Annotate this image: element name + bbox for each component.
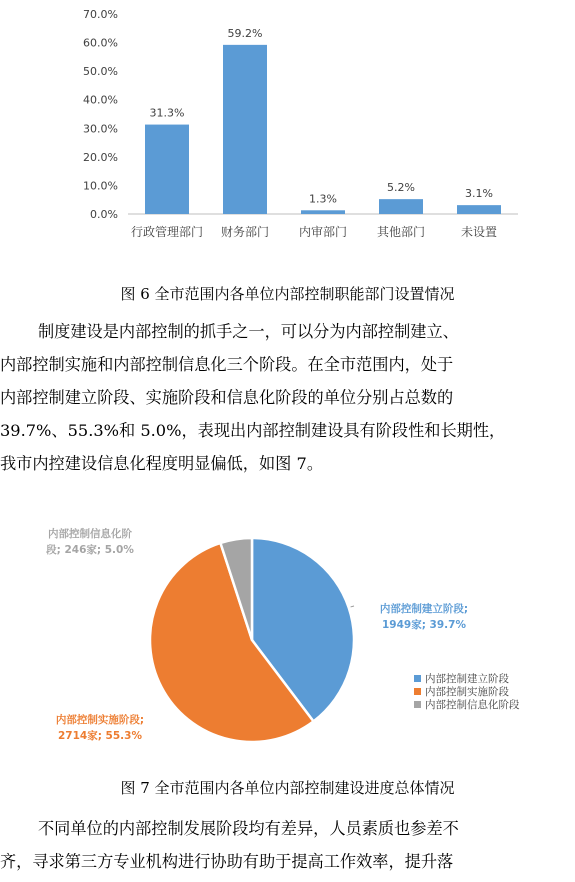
x-category-label: 行政管理部门 <box>130 225 204 239</box>
y-tick-label: 30.0% <box>83 122 118 136</box>
bar <box>223 45 267 214</box>
pie-slice-label: 内部控制实施阶段; <box>55 714 145 726</box>
pie-slice-value-label: 1949家; 39.7% <box>381 619 467 631</box>
pie-slice-value-label: 段; 246家; 5.0% <box>46 544 134 556</box>
paragraph-1 <box>0 315 575 480</box>
x-category-label: 财务部门 <box>220 225 270 239</box>
x-category-label: 其他部门 <box>376 225 426 239</box>
legend-label: 内部控制信息化阶段 <box>425 699 520 711</box>
y-tick-label: 60.0% <box>83 36 118 50</box>
x-category-label: 未设置 <box>460 225 498 239</box>
paragraph-2 <box>0 812 575 878</box>
paragraph-line: 内部控制建立阶段、实施阶段和信息化阶段的单位分别占总数的 <box>0 388 454 407</box>
bar-value-label: 3.1% <box>465 187 493 201</box>
figure-7-caption: 图 7 全市范围内各单位内部控制建设进度总体情况 <box>120 779 455 797</box>
bar <box>301 210 345 214</box>
bar-value-label: 31.3% <box>149 106 185 120</box>
bar <box>145 125 189 214</box>
bar-value-label: 1.3% <box>309 192 337 206</box>
paragraph-line: 齐，寻求第三方专业机构进行协助有助于提高工作效率，提升落 <box>0 852 454 871</box>
paragraph-line: 我市内控建设信息化程度明显偏低，如图 7。 <box>0 454 324 473</box>
paragraph-line: 制度建设是内部控制的抓手之一，可以分为内部控制建立、 <box>38 322 459 341</box>
pie-slice-label: 内部控制建立阶段; <box>379 603 469 615</box>
y-tick-label: 10.0% <box>83 179 118 193</box>
legend-label: 内部控制建立阶段 <box>425 673 509 685</box>
pie-slice-label: 内部控制信息化阶 <box>48 528 132 540</box>
bar-value-label: 59.2% <box>227 26 263 40</box>
progress-pie-chart <box>0 515 575 765</box>
bar <box>379 199 423 214</box>
bar-value-label: 5.2% <box>387 181 415 195</box>
y-tick-label: 0.0% <box>90 208 118 221</box>
figure-6-caption: 图 6 全市范围内各单位内部控制职能部门设置情况 <box>120 285 455 303</box>
leader-line <box>351 606 354 607</box>
paragraph-line: 内部控制实施和内部控制信息化三个阶段。在全市范围内，处于 <box>0 355 454 374</box>
legend-label: 内部控制实施阶段 <box>425 686 509 698</box>
y-tick-label: 20.0% <box>83 150 118 164</box>
y-tick-label: 40.0% <box>83 93 118 107</box>
legend-swatch <box>414 688 421 695</box>
legend-swatch <box>414 675 421 682</box>
department-bar-chart <box>0 0 575 270</box>
legend-swatch <box>414 701 421 708</box>
y-tick-label: 70.0% <box>83 8 118 21</box>
bar <box>457 205 501 214</box>
paragraph-line: 39.7%、55.3%和 5.0%，表现出内部控制建设具有阶段性和长期性， <box>0 421 506 440</box>
pie-slice-value-label: 2714家; 55.3% <box>57 730 143 742</box>
x-category-label: 内审部门 <box>298 225 348 239</box>
paragraph-line: 不同单位的内部控制发展阶段均有差异，人员素质也参差不 <box>38 819 459 838</box>
y-tick-label: 50.0% <box>83 65 118 79</box>
